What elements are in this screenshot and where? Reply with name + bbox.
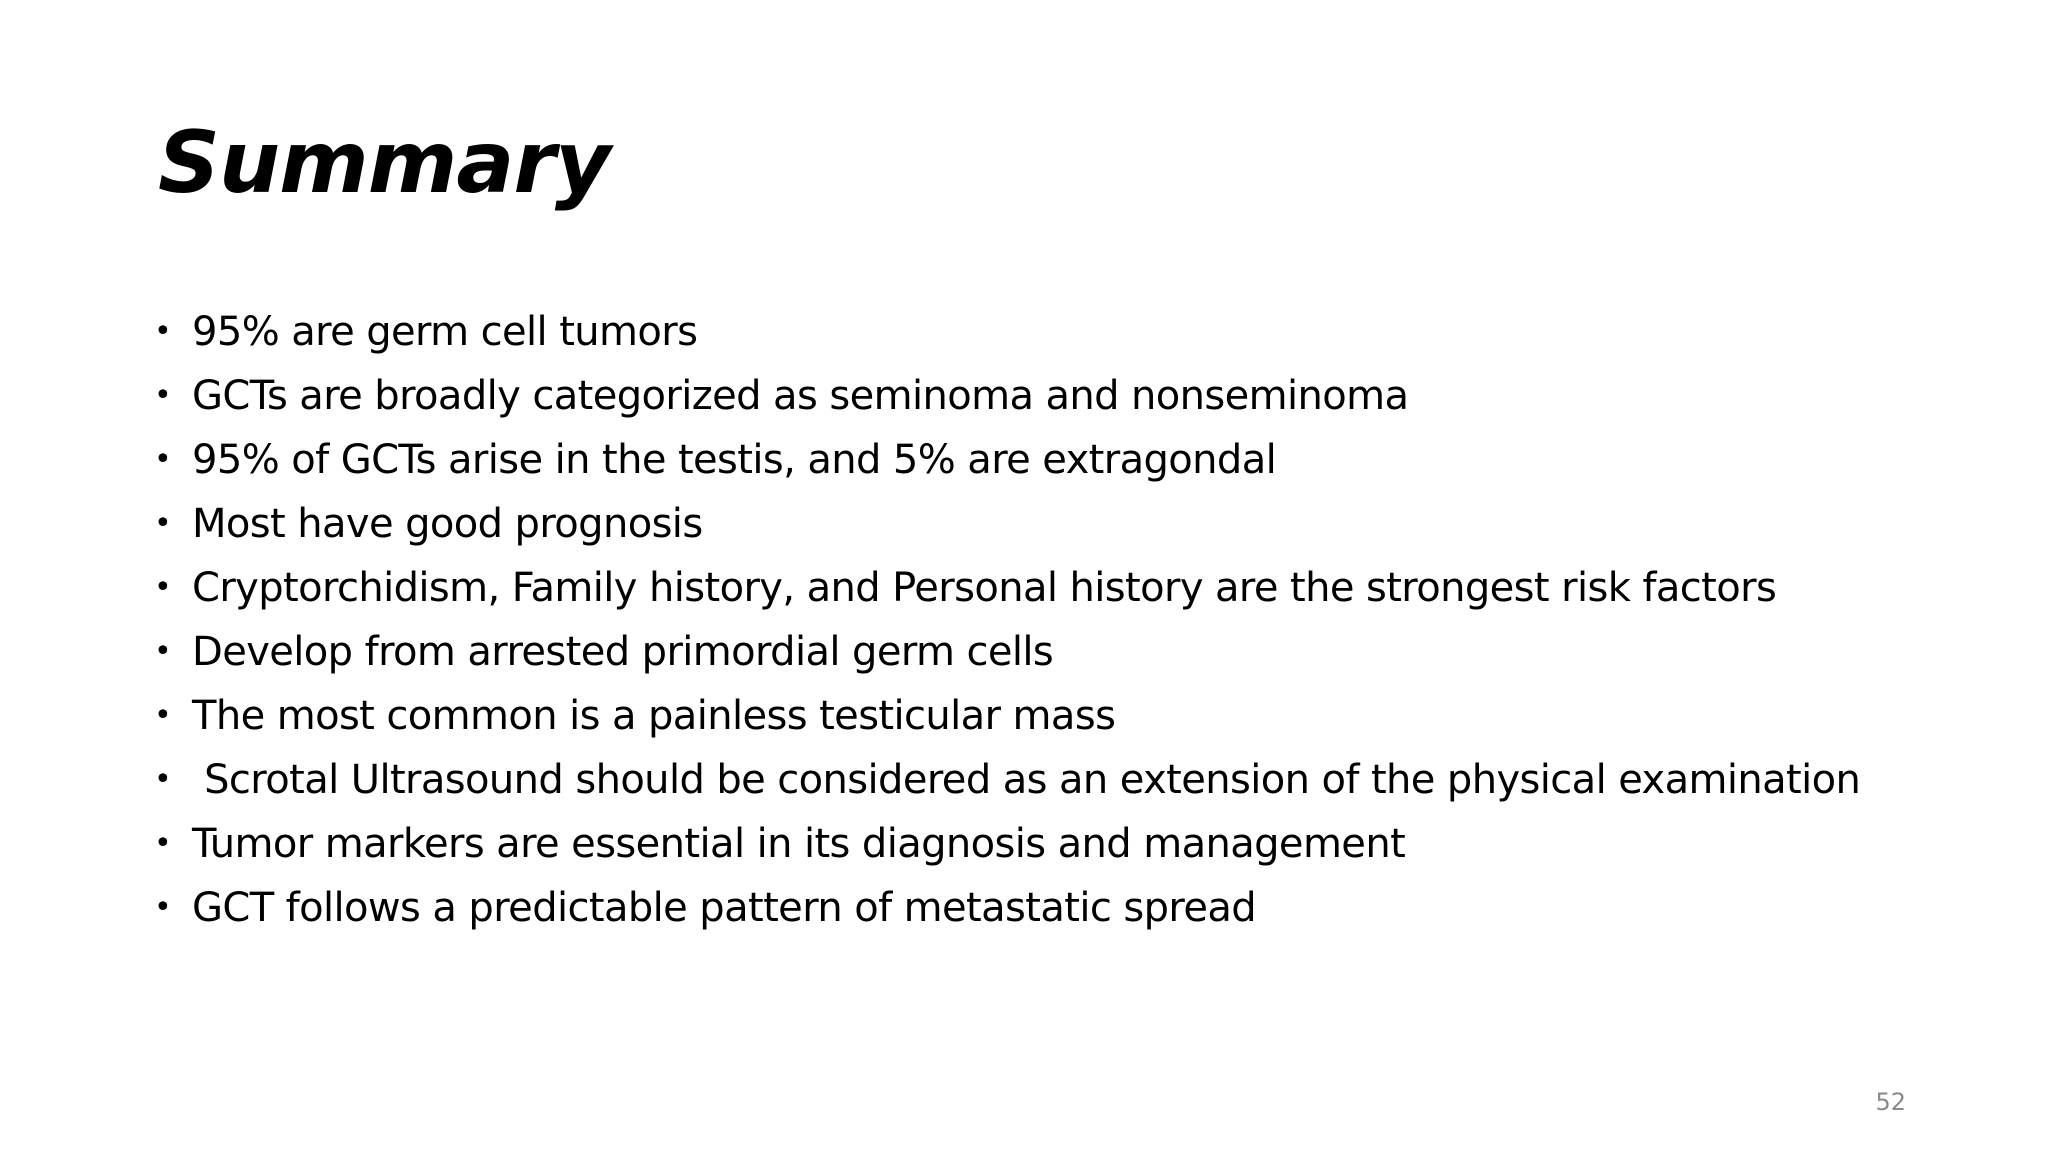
slide-title: Summary: [158, 113, 610, 213]
bullet-icon: •: [154, 890, 172, 925]
bullet-text: 95% of GCTs arise in the testis, and 5% are extragondal: [192, 437, 1277, 483]
page-number: 52: [1875, 1088, 1906, 1116]
bullet-icon: •: [154, 570, 172, 605]
bullet-icon: •: [154, 378, 172, 413]
list-item: [154, 756, 1914, 804]
bullet-icon: •: [154, 506, 172, 541]
bullet-text: GCTs are broadly categorized as seminoma and nonseminoma: [192, 373, 1409, 419]
list-item: [154, 564, 1914, 612]
bullet-icon: •: [154, 314, 172, 349]
bullet-icon: •: [154, 826, 172, 861]
bullet-text: GCT follows a predictable pattern of metastatic spread: [192, 885, 1257, 931]
list-item: [154, 500, 1914, 548]
bullet-text: Develop from arrested primordial germ cells: [192, 629, 1054, 675]
bullet-text: Most have good prognosis: [192, 501, 703, 547]
bullet-text: Scrotal Ultrasound should be considered as an extension of the physical examination: [192, 757, 1861, 803]
bullet-text: Cryptorchidism, Family history, and Personal history are the strongest risk factors: [192, 565, 1777, 611]
bullet-icon: •: [154, 762, 172, 797]
bullet-text: 95% are germ cell tumors: [192, 309, 698, 355]
bullet-icon: •: [154, 634, 172, 669]
list-item: [154, 692, 1914, 740]
list-item: [154, 308, 1914, 356]
bullet-icon: •: [154, 442, 172, 477]
list-item: [154, 820, 1914, 868]
bullet-text: Tumor markers are essential in its diagnosis and management: [192, 821, 1406, 867]
list-item: [154, 628, 1914, 676]
bullet-text: The most common is a painless testicular mass: [192, 693, 1116, 739]
bullet-icon: •: [154, 698, 172, 733]
list-item: [154, 372, 1914, 420]
bullet-list: [154, 308, 1914, 948]
list-item: [154, 884, 1914, 932]
list-item: [154, 436, 1914, 484]
